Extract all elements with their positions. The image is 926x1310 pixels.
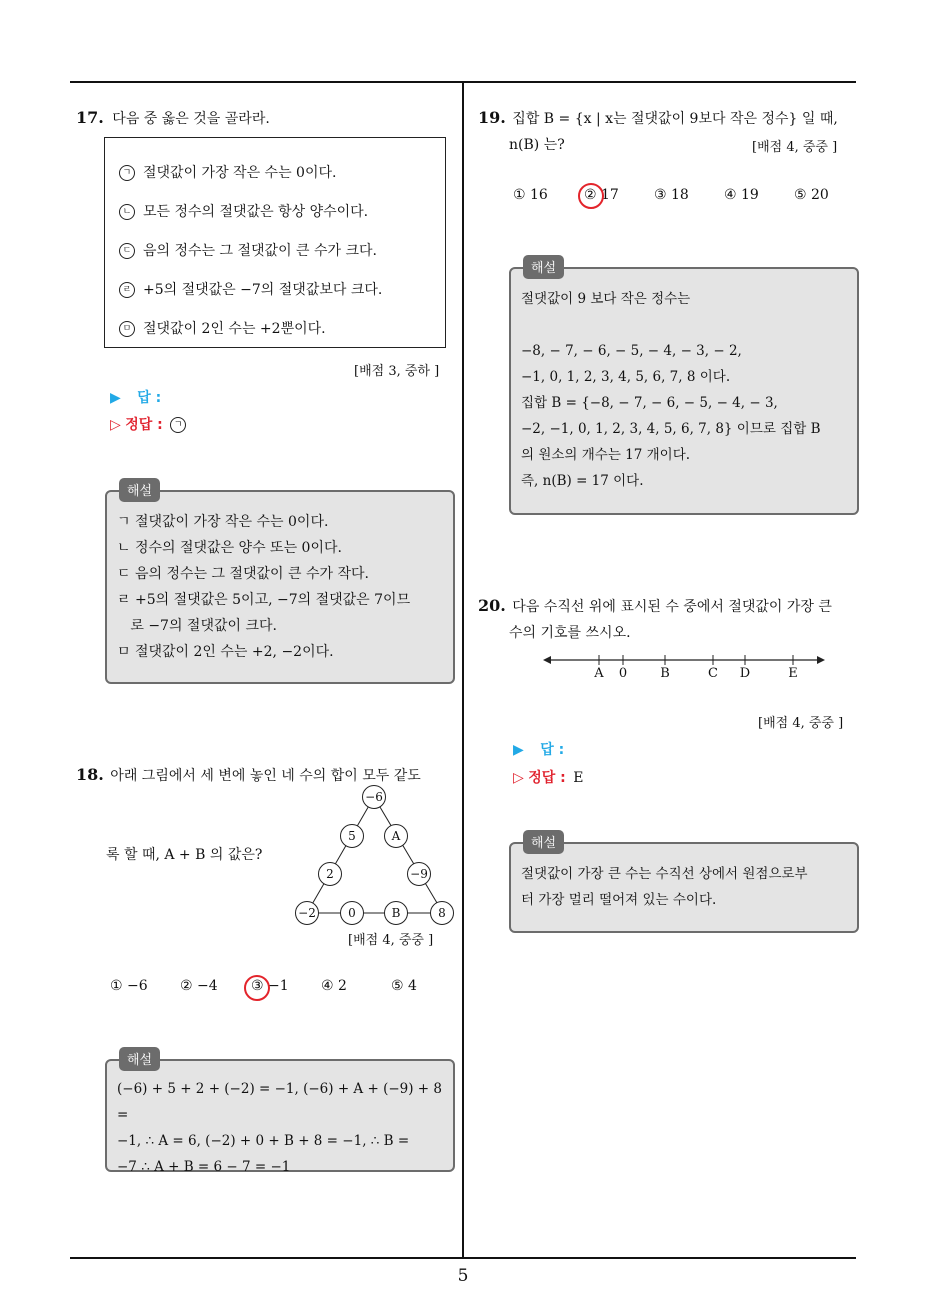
question-text-continued: 록 할 때, A + B 의 값은? xyxy=(106,847,263,863)
solution-tag: 해설 xyxy=(119,478,160,502)
correct-value: ㄱ xyxy=(170,417,186,433)
circled-mark: ㄱ xyxy=(119,165,135,181)
solution-body xyxy=(117,509,445,665)
solution-box xyxy=(509,261,859,515)
question-text: 아래 그림에서 세 변에 놓인 네 수의 합이 모두 같도 xyxy=(110,768,421,784)
solution-line: 즉, n(B) = 17 이다. xyxy=(521,473,644,489)
statement-item xyxy=(119,279,382,299)
statement-box xyxy=(104,137,446,348)
answer-label: 답 : xyxy=(540,742,565,758)
score-label: [배점 4, 중중 ] xyxy=(758,716,844,731)
triangle-node: 0 xyxy=(340,901,364,925)
question-number: 20. xyxy=(478,596,506,615)
triangle-node: 2 xyxy=(318,862,342,886)
solution-box xyxy=(509,836,859,933)
triangle-node: A xyxy=(384,824,408,848)
play-icon: ▶ xyxy=(513,742,524,758)
page-number: 5 xyxy=(457,1266,469,1286)
column-divider xyxy=(462,82,464,1258)
solution-line: −2, −1, 0, 1, 2, 3, 4, 5, 6, 7, 8} 이므로 집합 B xyxy=(521,421,821,437)
choice-4[interactable]: ④ 2 xyxy=(321,978,347,994)
solution-line: −1, ∴ A = 6, (−2) + 0 + B + 8 = −1, ∴ B = xyxy=(117,1133,410,1149)
statement-text: 절댓값이 2인 수는 +2뿐이다. xyxy=(143,321,326,337)
choice-1[interactable]: ① −6 xyxy=(110,978,148,994)
solution-body xyxy=(521,861,849,913)
solution-line: −8, − 7, − 6, − 5, − 4, − 3, − 2, xyxy=(521,343,742,359)
number-line-label: B xyxy=(660,666,670,681)
statement-item xyxy=(119,162,336,182)
triangle-node: −2 xyxy=(295,901,319,925)
solution-line: 터 가장 멀리 떨어져 있는 수이다. xyxy=(521,892,717,908)
play-icon: ▶ xyxy=(110,390,121,406)
solution-line: ㅁ 절댓값이 2인 수는 +2, −2이다. xyxy=(117,644,334,660)
selected-answer-mark xyxy=(578,183,604,209)
bottom-rule xyxy=(70,1257,856,1259)
number-line-label: E xyxy=(788,666,798,681)
score-label: [배점 4, 중중 ] xyxy=(752,140,838,155)
choice-2[interactable]: ② −4 xyxy=(180,978,218,994)
circled-mark: ㄷ xyxy=(119,243,135,259)
score-label: [배점 4, 중중 ] xyxy=(348,933,434,948)
number-line-label: 0 xyxy=(618,666,628,681)
solution-body xyxy=(117,1076,445,1180)
solution-line: −7 ∴ A + B = 6 − 7 = −1 xyxy=(117,1159,291,1175)
question-text: 집합 B = {x | x는 절댓값이 9보다 작은 정수} 일 때, xyxy=(512,111,838,127)
solution-line: 로 −7의 절댓값이 크다. xyxy=(117,618,277,634)
selected-answer-mark xyxy=(244,975,270,1001)
choice-3[interactable]: ③ −1 xyxy=(251,978,289,994)
correct-value: E xyxy=(573,770,584,786)
solution-line: 절댓값이 9 보다 작은 정수는 xyxy=(521,291,691,307)
choice-1[interactable]: ① 16 xyxy=(513,187,548,203)
correct-line xyxy=(110,414,194,434)
solution-line: ㄷ 음의 정수는 그 절댓값이 큰 수가 작다. xyxy=(117,566,369,582)
choice-3[interactable]: ③ 18 xyxy=(654,187,689,203)
solution-box xyxy=(105,484,455,684)
triangle-node: −9 xyxy=(407,862,431,886)
question-text: 다음 수직선 위에 표시된 수 중에서 절댓값이 가장 큰 xyxy=(512,599,832,615)
statement-item xyxy=(119,201,368,221)
triangle-node: 8 xyxy=(430,901,454,925)
statement-text: 모든 정수의 절댓값은 항상 양수이다. xyxy=(143,204,369,220)
solution-line: 절댓값이 가장 큰 수는 수직선 상에서 원점으로부 xyxy=(521,866,808,882)
number-line-label: C xyxy=(708,666,718,681)
statement-text: 음의 정수는 그 절댓값이 큰 수가 크다. xyxy=(143,243,378,259)
statement-text: 절댓값이 가장 작은 수는 0이다. xyxy=(143,165,337,181)
number-line-label: D xyxy=(739,666,751,681)
question-text: 다음 중 옳은 것을 골라라. xyxy=(112,111,270,127)
choice-4[interactable]: ④ 19 xyxy=(724,187,759,203)
circled-mark: ㄹ xyxy=(119,282,135,298)
answer-label: 답 : xyxy=(137,390,162,406)
solution-tag: 해설 xyxy=(523,830,564,854)
answer-line xyxy=(110,387,161,407)
solution-line: ㄱ 절댓값이 가장 작은 수는 0이다. xyxy=(117,514,329,530)
circled-mark: ㅁ xyxy=(119,321,135,337)
solution-line: ㄴ 정수의 절댓값은 양수 또는 0이다. xyxy=(117,540,342,556)
circled-mark: ㄴ xyxy=(119,204,135,220)
score-label: [배점 3, 중하 ] xyxy=(354,364,440,379)
correct-line xyxy=(513,767,583,787)
triangle-node: 5 xyxy=(340,824,364,848)
solution-tag: 해설 xyxy=(119,1047,160,1071)
question-text-continued: 수의 기호를 쓰시오. xyxy=(509,625,631,641)
correct-label: 정답 : xyxy=(528,770,566,786)
solution-line: 집합 B = {−8, − 7, − 6, − 5, − 4, − 3, xyxy=(521,395,778,411)
choice-2[interactable]: ② 17 xyxy=(584,187,619,203)
correct-label: 정답 : xyxy=(125,417,163,433)
triangle-node: −6 xyxy=(362,785,386,809)
question-text-continued: n(B) 는? xyxy=(509,137,565,153)
hollow-play-icon: ▷ xyxy=(513,770,524,786)
solution-line xyxy=(521,312,849,338)
question-number: 19. xyxy=(478,108,506,127)
answer-line xyxy=(513,739,564,759)
solution-body xyxy=(521,286,849,494)
solution-line: (−6) + 5 + 2 + (−2) = −1, (−6) + A + (−9) + 8 = xyxy=(117,1081,442,1123)
question-number: 17. xyxy=(76,108,104,127)
statement-item xyxy=(119,318,326,338)
question-20 xyxy=(478,594,832,620)
number-line-label: A xyxy=(594,666,604,681)
question-17 xyxy=(76,106,270,132)
statement-item xyxy=(119,240,377,260)
question-number: 18. xyxy=(76,765,104,784)
statement-text: +5의 절댓값은 −7의 절댓값보다 크다. xyxy=(143,282,383,298)
triangle-node: B xyxy=(384,901,408,925)
solution-line: ㄹ +5의 절댓값은 5이고, −7의 절댓값은 7이므 xyxy=(117,592,411,608)
choice-5[interactable]: ⑤ 4 xyxy=(391,978,417,994)
solution-box xyxy=(105,1053,455,1175)
question-19 xyxy=(478,106,838,132)
solution-tag: 해설 xyxy=(523,255,564,279)
choice-5[interactable]: ⑤ 20 xyxy=(794,187,829,203)
hollow-play-icon: ▷ xyxy=(110,417,121,433)
solution-line: −1, 0, 1, 2, 3, 4, 5, 6, 7, 8 이다. xyxy=(521,369,731,385)
solution-line: 의 원소의 개수는 17 개이다. xyxy=(521,447,691,463)
